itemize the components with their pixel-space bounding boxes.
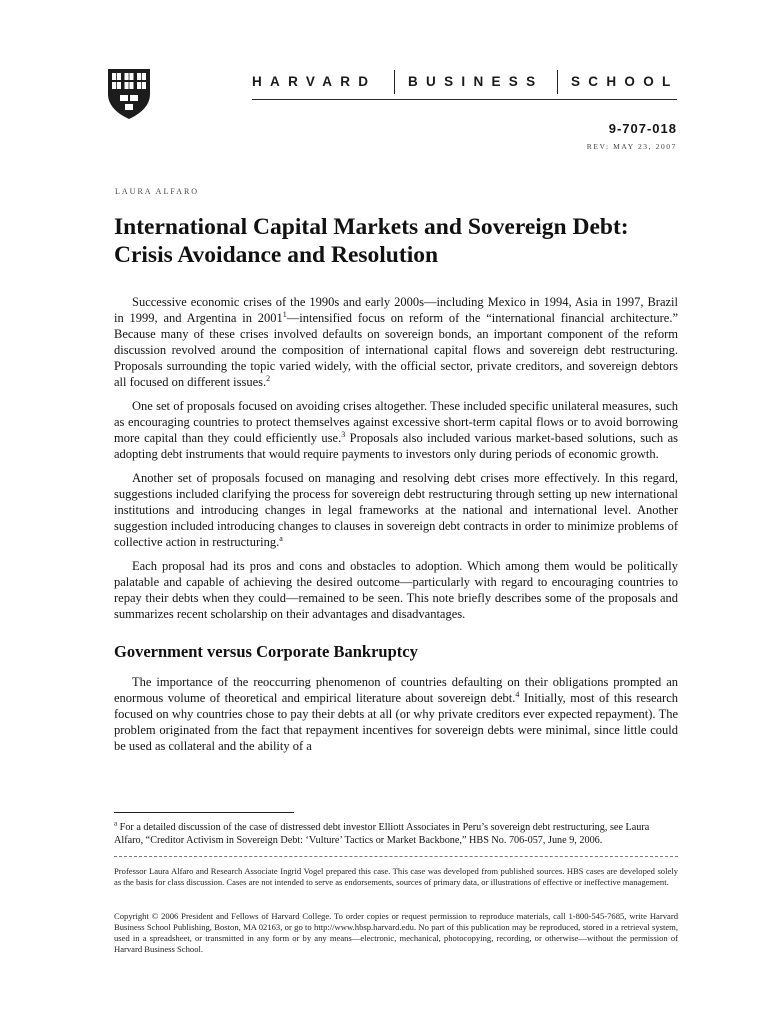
banner-divider — [394, 70, 395, 94]
footnote: $^a$ For a detailed discussion of the case of distressed debt investor Elliott Associates in Peru’s sovereign debt restructuring, see Laura Alfaro, “Creditor Activism in Sovereign Debt: ‘Vulture’ Tactics or Market Backbone,” HBS No. 706-057, June 9, 2006. — [114, 819, 650, 846]
footnote-ref: 4 — [515, 689, 520, 699]
banner-divider — [557, 70, 558, 94]
paragraph: The importance of the reoccurring phenomenon of countries defaulting on their obligations prompted an enormous volume of theoretical and empirical literature about sovereign debt.$^4$ Initially, most of this research focused on why countries chose to pay their debts at all (or why private creditors ever expected repayment). The problem originated from the fact that repayment incentives for sovereign debts were minimal, since little could be used as collateral and the ability of a — [114, 675, 678, 753]
section-heading: Government versus Corporate Bankruptcy — [114, 642, 418, 661]
banner-word-harvard: HARVARD — [252, 74, 377, 89]
banner-word-business: BUSINESS — [408, 74, 544, 89]
paragraph: Successive economic crises of the 1990s and early 2000s—including Mexico in 1994, Asia in 1997, Brazil in 1999, and Argentina in 2001$^1$—intensified focus on reform of the “international financial architecture.” Because many of these crises involved defaults on sovereign bonds, an important component of the reform discussion revolved around the composition of international capital flows and sovereign debt restructuring. Proposals surrounding the topic varied widely, with the official sector, private creditors, and sovereign debtors all focused on different issues.$^2$ — [114, 295, 678, 389]
title-line-2: Crisis Avoidance and Resolution — [114, 242, 439, 268]
paragraph: Each proposal had its pros and cons and obstacles to adoption. Which among them would be politically palatable and capable of achieving the desired outcome—particularly with regard to encouraging countries to repay their debts when they could—remained to be seen. This note briefly describes some of the proposals and summarizes recent scholarship on their advantages and disadvantages. — [114, 559, 678, 621]
case-number: 9-707-018 — [608, 121, 677, 136]
document-title — [114, 213, 694, 269]
title-line-1: International Capital Markets and Sovereign Debt: — [114, 214, 629, 240]
author-name: LAURA ALFARO — [115, 187, 200, 196]
banner-word-school: SCHOOL — [571, 74, 679, 89]
footnote-rule — [114, 812, 294, 813]
paragraph: Another set of proposals focused on managing and resolving debt crises more effectively. In this regard, suggestions included clarifying the process for sovereign debt restructuring through setting up new international institutions and introducing changes in legal frameworks at the national and international level. Another suggestion included introducing changes to clauses in sovereign debt contracts in order to minimize problems of collective action in restructuring.$^a$ — [114, 471, 678, 549]
footnote-mark: a — [114, 819, 118, 828]
footnote-ref: 1 — [282, 309, 287, 319]
footnote-ref: a — [279, 533, 283, 543]
revision-date: REV: MAY 23, 2007 — [586, 142, 677, 151]
copyright-notice: Copyright © 2006 President and Fellows of Harvard College. To order copies or request permission to reproduce materials, call 1-800-545-7685, write Harvard Business School Publishing, Boston, MA 02163, or go to http://www.hbsp.harvard.edu. No part of this publication may be reproduced, stored in a retrieval system, used in a spreadsheet, or transmitted in any form or by any means—electronic, mechanical, photocopying, recording, or otherwise—without the permission of Harvard Business School. — [114, 911, 678, 954]
harvard-veritas-shield-icon — [107, 68, 151, 120]
paragraph: One set of proposals focused on avoiding crises altogether. These included specific unilateral measures, such as encouraging countries to protect themselves against excessive short-term capital flows or to avoid borrowing more capital than they could efficiently use.$^3$ Proposals also included various market-based solutions, such as adopting debt instruments that would require payments to investors only during periods of economic growth. — [114, 399, 678, 461]
harvard-business-school-banner — [160, 70, 677, 94]
preparation-note: Professor Laura Alfaro and Research Associate Ingrid Vogel prepared this case. This case was developed from published sources. HBS cases are developed solely as the basis for class discussion. Cases are not intended to serve as endorsements, sources of primary data, or illustrations of effective or ineffective management. — [114, 866, 678, 887]
header-rule — [252, 99, 677, 100]
footnote-ref: 3 — [341, 429, 346, 439]
footnote-ref: 2 — [266, 373, 271, 383]
body-text — [114, 294, 678, 762]
dashed-divider — [114, 856, 678, 857]
